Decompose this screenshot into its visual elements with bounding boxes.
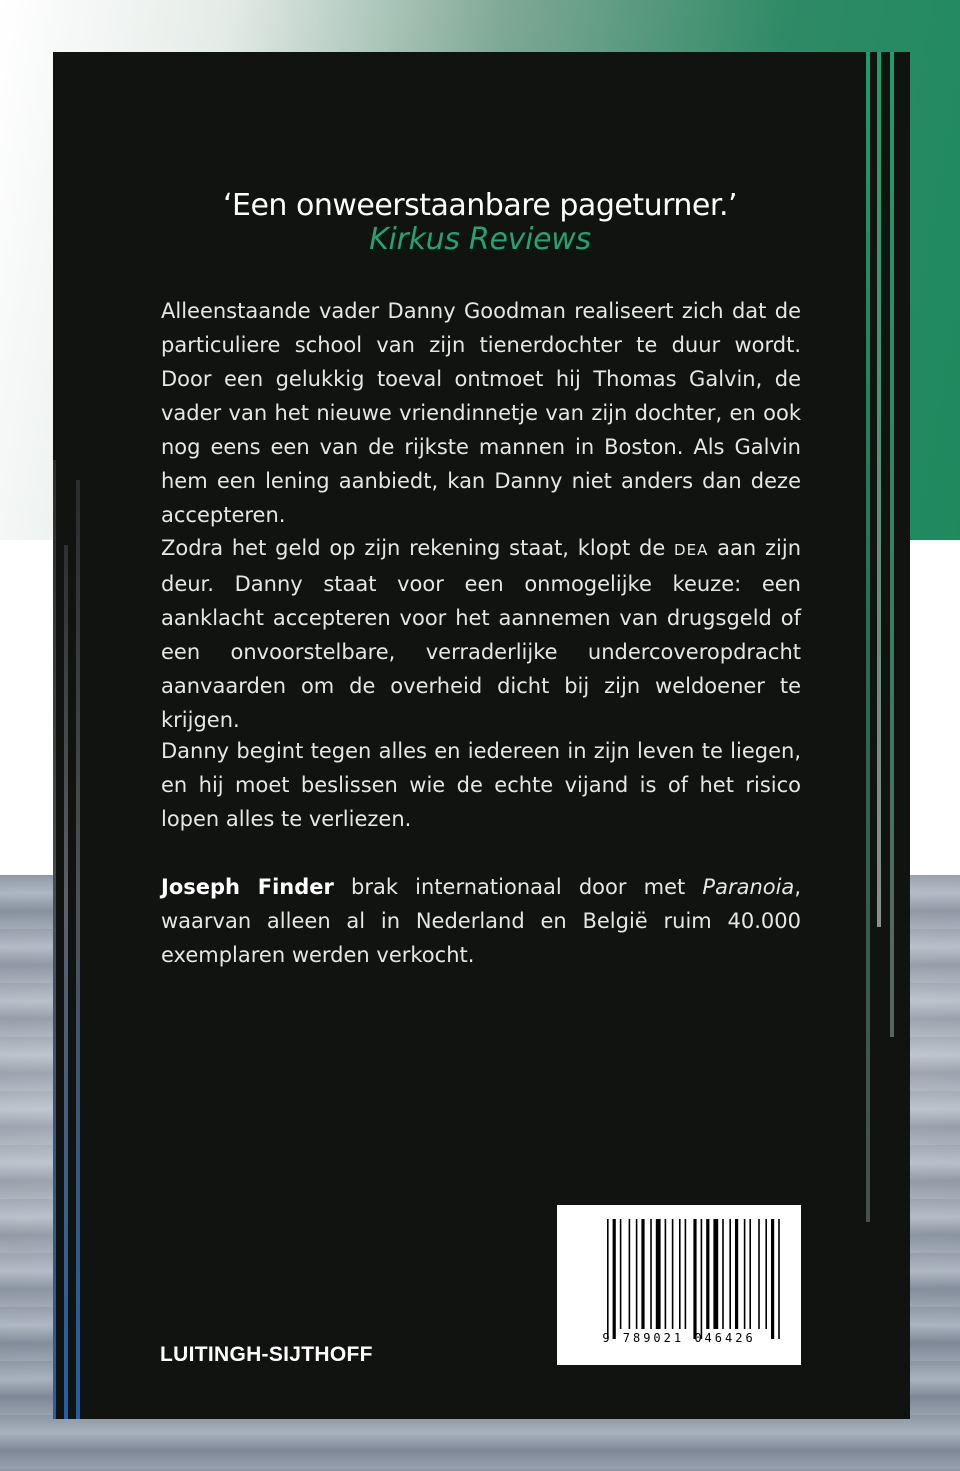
barcode-bar [641, 1219, 644, 1329]
barcode-bar [706, 1219, 709, 1329]
blurb-paragraph-2 [161, 531, 801, 737]
barcode-bar [665, 1219, 667, 1329]
barcode-bar [778, 1219, 780, 1339]
decor-line-right-3 [890, 52, 894, 1037]
review-source: Kirkus Reviews [369, 222, 591, 257]
barcode-bar [656, 1219, 661, 1329]
barcode-bar [636, 1219, 638, 1329]
blurb-paragraph-1: Alleenstaande vader Danny Goodman realiseert zich dat de particuliere school van zijn tienerdochter te duur wordt. Door een gelukkig toeval ontmoet hij Thomas Galvin, de vader van het nieuwe vriendinnetje van zijn dochter, en ook nog eens een van de rijkste mannen in Boston. Als Galvin hem een lening aanbiedt, kan Danny niet anders dan deze accepteren. [161, 299, 801, 527]
barcode-bar [685, 1219, 687, 1329]
barcode-bar [735, 1219, 738, 1329]
barcode-bar [749, 1219, 751, 1329]
barcode-bar [620, 1219, 622, 1329]
barcode-bar [629, 1219, 631, 1329]
barcode-bar [713, 1219, 718, 1329]
barcode-bar [613, 1219, 616, 1339]
barcode-bar [771, 1219, 774, 1339]
author-name: Joseph Finder [161, 875, 334, 899]
book-title-paranoia: Paranoia [702, 875, 795, 899]
barcode-bar [722, 1219, 724, 1329]
barcode-bar [744, 1219, 746, 1329]
barcode-bar [765, 1219, 767, 1329]
barcode-bar [607, 1219, 609, 1339]
barcode-bar [693, 1219, 696, 1339]
author-bio-text-2: , waarvan alleen al in Nederland en België ruim 40.000 exemplaren werden verkocht. [161, 875, 801, 967]
dea-abbreviation: DEA [674, 541, 709, 559]
isbn-barcode [557, 1205, 801, 1365]
publisher-logo: LUITINGH-SIJTHOFF [160, 1343, 373, 1366]
decor-line-left-3 [76, 480, 80, 1419]
blurb-paragraph-2-end: aan zijn deur. Danny staat voor een onmogelijke keuze: een aanklacht accepteren voor het aannemen van drugsgeld of een onvoorstelbare, verraderlijke undercoveropdracht aanvaarden om de overheid dicht bij zijn weldoener te krijgen. [161, 536, 801, 732]
barcode-bar [701, 1219, 703, 1339]
barcode-digits: 9 789021 046426 [602, 1331, 756, 1345]
blurb-paragraph-2-start: Zodra het geld op zijn rekening staat, klopt de [161, 536, 675, 560]
blurb-paragraph-3: Danny begint tegen alles en iedereen in zijn leven te liegen, en hij moet beslissen wie de echte vijand is of het risico lopen alles te verliezen. [161, 739, 801, 831]
review-quote: ‘Een onweerstaanbare pageturner.’ [222, 188, 738, 223]
decor-line-left-2 [64, 545, 68, 1419]
decor-line-left-1 [53, 460, 56, 1419]
barcode-bar [650, 1219, 652, 1329]
author-bio-text-1: brak internationaal door met [333, 875, 703, 899]
barcode-bar [679, 1219, 681, 1329]
barcode-bar [672, 1219, 674, 1329]
barcode-bar [758, 1219, 760, 1329]
decor-line-right-1 [866, 52, 870, 1222]
barcode-bar [729, 1219, 731, 1329]
decor-line-right-2 [877, 52, 881, 927]
author-bio [161, 870, 801, 972]
